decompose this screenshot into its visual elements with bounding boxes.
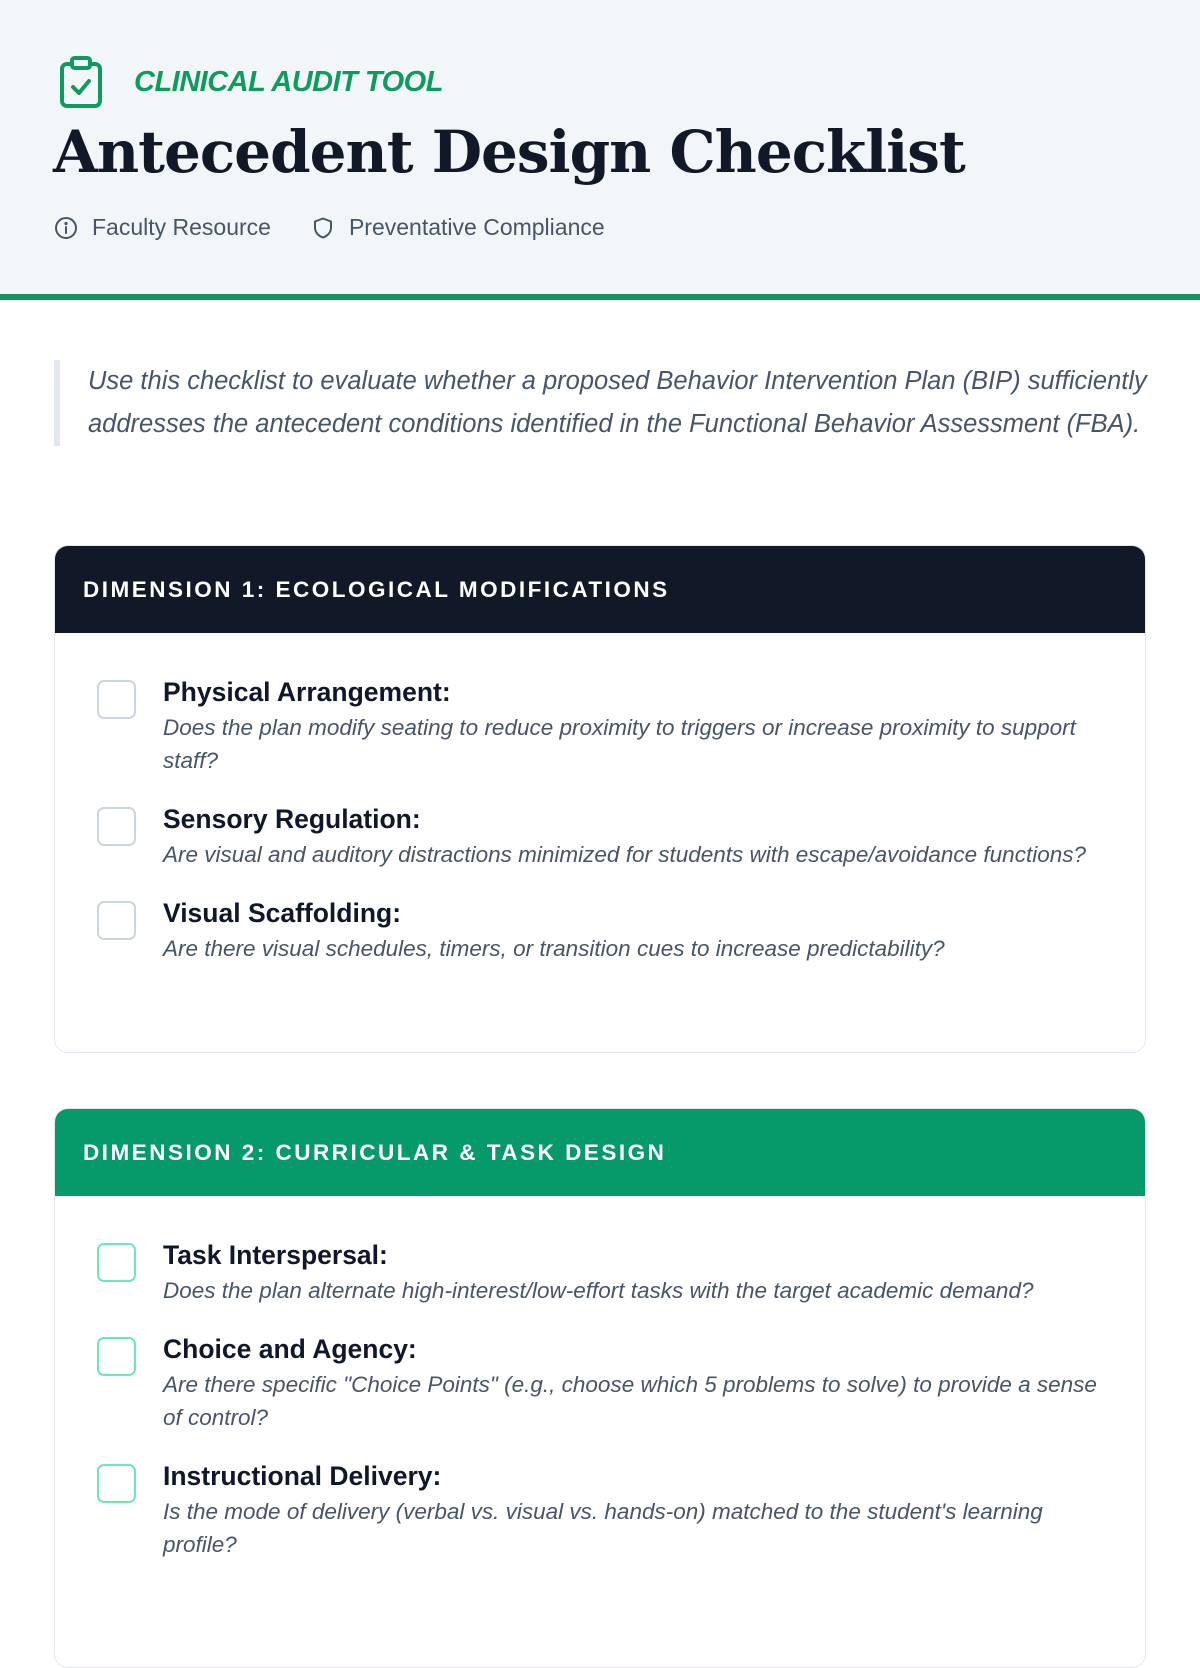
item-title: Task Interspersal: (163, 1240, 388, 1270)
page-header (0, 0, 1200, 300)
meta-faculty-resource (54, 214, 271, 241)
item-title: Instructional Delivery: (163, 1461, 442, 1491)
checklist-item (55, 1238, 1145, 1307)
item-description: Is the mode of delivery (verbal vs. visual vs. hands-on) matched to the student's learning profile? (163, 1499, 1043, 1557)
dimension-card-2 (54, 1108, 1146, 1668)
checklist-item (55, 896, 1145, 965)
checklist-item (55, 675, 1145, 777)
checkbox[interactable] (97, 1243, 136, 1282)
intro-note: Use this checklist to evaluate whether a proposed Behavior Intervention Plan (BIP) sufficiently addresses the antecedent conditions identified in the Functional Behavior Assessment (FBA). (54, 360, 1154, 446)
item-description: Does the plan modify seating to reduce proximity to triggers or increase proximity to support staff? (163, 715, 1076, 773)
meta-label: Faculty Resource (92, 214, 271, 240)
item-title: Choice and Agency: (163, 1334, 417, 1364)
item-title: Physical Arrangement: (163, 677, 451, 707)
checkbox[interactable] (97, 1464, 136, 1503)
item-description: Does the plan alternate high-interest/low-effort tasks with the target academic demand? (163, 1278, 1034, 1303)
checklist-item (55, 802, 1145, 871)
page-title: Antecedent Design Checklist (53, 118, 965, 186)
dimension-header: DIMENSION 1: ECOLOGICAL MODIFICATIONS (55, 546, 1145, 633)
checklist-item (55, 1332, 1145, 1434)
eyebrow-label: CLINICAL AUDIT TOOL (134, 65, 443, 98)
checkbox[interactable] (97, 680, 136, 719)
item-description: Are there specific "Choice Points" (e.g., choose which 5 problems to solve) to provide a sense of control? (163, 1372, 1097, 1430)
item-title: Sensory Regulation: (163, 804, 421, 834)
eyebrow (56, 54, 443, 110)
checkbox[interactable] (97, 1337, 136, 1376)
shield-icon (311, 216, 335, 240)
checklist (55, 1196, 1145, 1561)
checklist-item (55, 1459, 1145, 1561)
dimension-header: DIMENSION 2: CURRICULAR & TASK DESIGN (55, 1109, 1145, 1196)
item-title: Visual Scaffolding: (163, 898, 402, 928)
checkbox[interactable] (97, 807, 136, 846)
item-description: Are visual and auditory distractions minimized for students with escape/avoidance functions? (163, 842, 1086, 867)
item-description: Are there visual schedules, timers, or transition cues to increase predictability? (163, 936, 945, 961)
checkbox[interactable] (97, 901, 136, 940)
dimension-card-1 (54, 545, 1146, 1053)
info-icon (54, 216, 78, 240)
checklist (55, 633, 1145, 965)
meta-preventative-compliance (311, 214, 605, 241)
clipboard-check-icon (56, 54, 106, 110)
meta-label: Preventative Compliance (348, 214, 605, 240)
meta-row (54, 214, 605, 241)
